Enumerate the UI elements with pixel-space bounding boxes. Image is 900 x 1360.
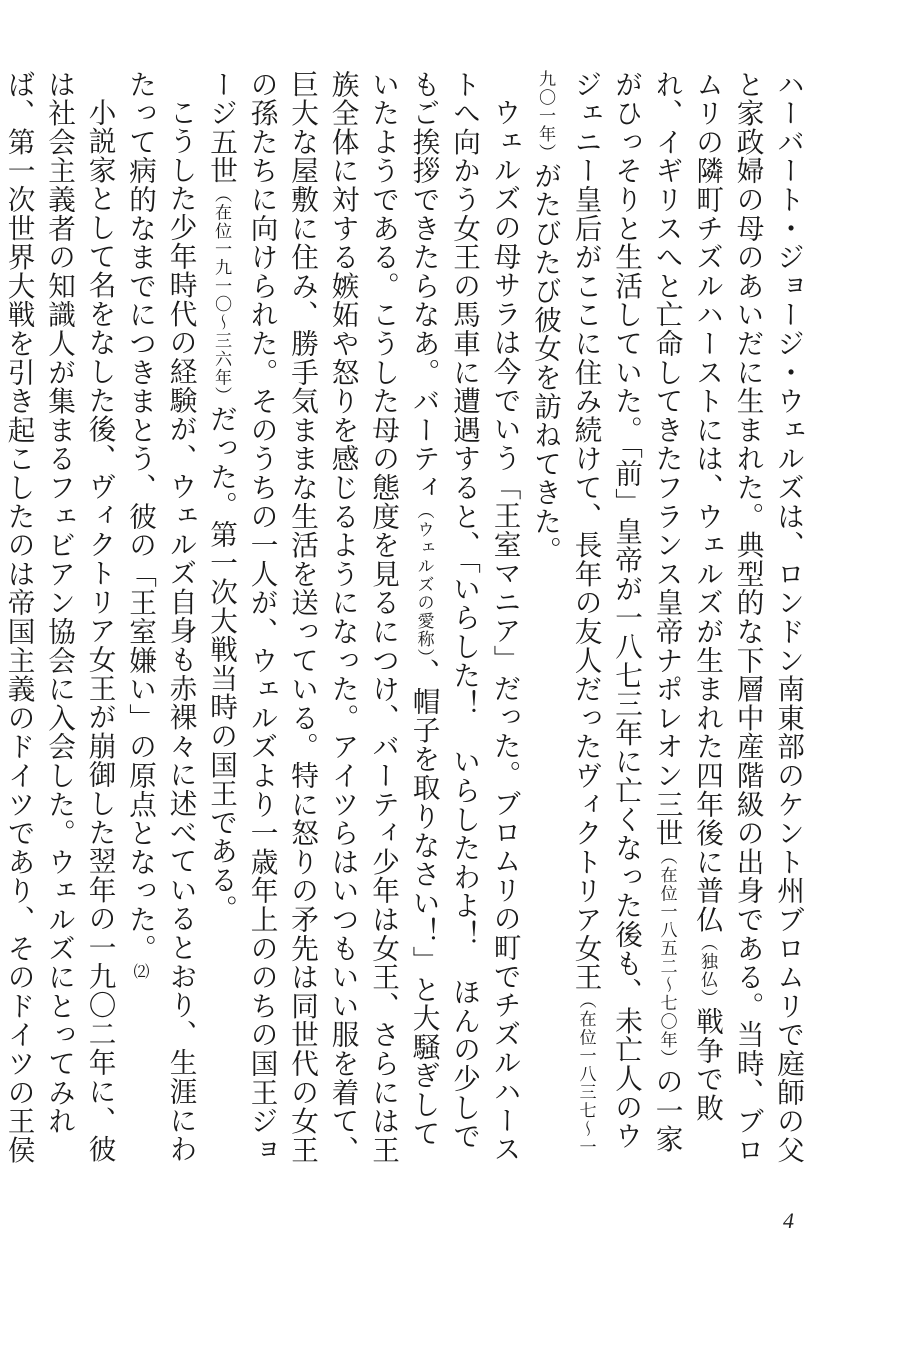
text-run: 小説家として名をなした後、ヴィクトリア女王が崩御した翌年の一九〇二年に、彼は社会主義者の知識人が集まるフェビアン協会に入会した。ウェルズにとってみれば、第一次世界大戦を引き起こしたのは帝国主義のドイツであり、そのドイツの王侯 — [2, 70, 117, 1165]
body-text — [2, 70, 808, 1170]
paragraph — [525, 70, 809, 1170]
text-run: 、帽子を取りなさい！」と大騒ぎしていたようである。こうした母の態度を見るにつけ、バーティ少年は女王、さらには王族全体に対する嫉妬や怒りを感じるようになった。アイツらはいつもいい服を着て、巨大な屋敷に住み、勝手気ままな生活を送っている。特に怒りの矛先は同世代の女王の孫たちに向けられた。そのうちの一人が、ウェルズより一歳年上ののちの国王ジョージ五世 — [205, 70, 441, 1165]
inline-note: （在位一八五二〜七〇年） — [656, 847, 677, 1068]
page-number: 4 — [783, 1208, 794, 1233]
inline-note: （在位一八三七〜一九〇一年） — [535, 70, 596, 1157]
paragraph — [120, 70, 201, 1170]
inline-note: （ウェルズの愛称） — [413, 502, 434, 659]
paragraph — [0, 70, 120, 1170]
text-run: こうした少年時代の経験が、ウェルズ自身も赤裸々に述べているとおり、生涯にわたって病的なまでにつきまとう、彼の「王室嫌い」の原点となった。 — [124, 70, 198, 1164]
inline-note: （独仏） — [697, 934, 717, 1008]
inline-note: （在位一九一〇〜三六年） — [211, 185, 231, 405]
text-run: の一家がひっそりと生活していた。「前」皇帝が一八七三年に亡くなった後も、未亡人のウジェニー皇后がここに住み続けて、長年の友人だったヴィクトリア女王 — [569, 70, 684, 1154]
text-run: だった。第一次大戦当時の国王である。 — [205, 404, 238, 924]
text-run: がたびたび彼女を訪ねてきた。 — [529, 161, 562, 565]
paragraph — [201, 70, 525, 1170]
reference-marker: ⑵ — [131, 962, 150, 981]
text-run: ハーバート・ジョージ・ウェルズは、ロンドン南東部のケント州ブロムリで庭師の父と家政婦の母のあいだに生まれた。典型的な下層中産階級の出身である。当時、ブロムリの隣町チズルハーストには、ウェルズが生まれた四年後に普仏 — [691, 70, 805, 1165]
text-run: 戦争で敗れ、イギリスへと亡命してきたフランス皇帝ナポレオン三世 — [650, 70, 724, 1123]
text-run: ウェルズの母サラは今でいう「王室マニア」だった。ブロムリの町でチズルハーストへ向かう女王の馬車に遭遇すると、「いらした！ いらしたわよ！ ほんの少しでもご挨拶できたらなあ。バーティ — [407, 70, 522, 1164]
